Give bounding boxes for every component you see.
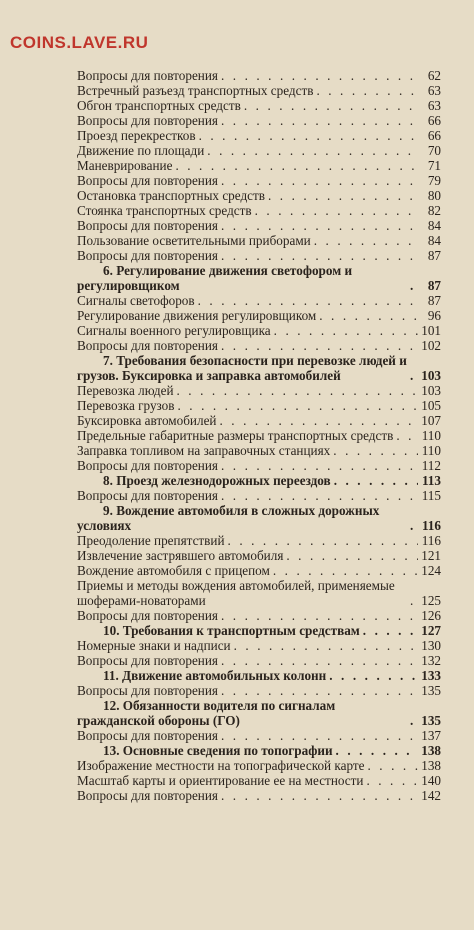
toc-entry-title: 7. Требования безопасности при перевозке людей и грузов. Буксировка и заправка автомобилей <box>77 353 407 383</box>
toc-entry-title: Вопросы для повторения <box>77 488 218 503</box>
toc-heading <box>77 263 441 293</box>
toc-leader-dots <box>221 608 418 623</box>
toc-entry <box>77 113 441 128</box>
toc-leader-dots <box>178 398 419 413</box>
toc-page-number: 140 <box>421 773 441 788</box>
toc-page-number: 112 <box>421 458 441 473</box>
toc-leader-dots <box>336 743 418 758</box>
toc-leader-dots <box>329 668 418 683</box>
toc-leader-dots <box>221 173 418 188</box>
toc-page-number: 133 <box>421 668 441 683</box>
toc-entry-title: Регулирование движения регулировщиком <box>77 308 317 323</box>
toc-heading <box>77 473 441 488</box>
toc-page-number: 63 <box>427 98 441 113</box>
toc-entry <box>77 398 441 413</box>
toc-page-number: 82 <box>427 203 441 218</box>
toc-page-number: 87 <box>427 248 441 263</box>
toc-entry-title: Вопросы для повторения <box>77 218 218 233</box>
toc-entry <box>77 158 441 173</box>
toc-page-number: 124 <box>421 563 441 578</box>
toc-entry <box>77 758 441 773</box>
toc-leader-dots <box>207 143 418 158</box>
toc-entry <box>77 143 441 158</box>
toc-entry-title: 8. Проезд железнодорожных переездов <box>103 473 331 488</box>
toc-page-number: 66 <box>427 128 441 143</box>
toc-leader-dots <box>234 638 418 653</box>
toc-entry-title: Приемы и методы вождения автомобилей, применяемые шоферами-новаторами <box>77 578 395 608</box>
toc-entry-title: Вопросы для повторения <box>77 248 218 263</box>
toc-entry-title: Вопросы для повторения <box>77 338 218 353</box>
toc-leader-dots <box>221 728 418 743</box>
toc-page-number: 116 <box>421 533 441 548</box>
toc-heading <box>77 668 441 683</box>
toc-entry-title: 9. Вождение автомобиля в сложных дорожных условиях <box>77 503 380 533</box>
toc-leader-dots <box>410 518 418 533</box>
toc-leader-dots <box>274 323 418 338</box>
toc-entry <box>77 488 441 503</box>
toc-entry <box>77 683 441 698</box>
toc-page-number: 142 <box>421 788 441 803</box>
toc-page-number: 96 <box>427 308 441 323</box>
toc-leader-dots <box>363 623 418 638</box>
toc-leader-dots <box>228 533 418 548</box>
toc-leader-dots <box>221 653 418 668</box>
toc-entry <box>77 203 441 218</box>
toc-page-number: 62 <box>427 68 441 83</box>
toc-leader-dots <box>396 428 418 443</box>
toc-entry <box>77 98 441 113</box>
toc-entry-title: Сигналы светофоров <box>77 293 195 308</box>
toc-heading <box>77 623 441 638</box>
toc-leader-dots <box>273 563 418 578</box>
toc-leader-dots <box>221 338 418 353</box>
toc-leader-dots <box>410 368 418 383</box>
toc-entry <box>77 68 441 83</box>
toc-leader-dots <box>410 593 418 608</box>
toc-page-number: 107 <box>421 413 441 428</box>
toc-entry <box>77 563 441 578</box>
toc-leader-dots <box>314 233 418 248</box>
toc-page-number: 127 <box>421 623 441 638</box>
toc-leader-dots <box>316 83 418 98</box>
toc-leader-dots <box>221 458 418 473</box>
toc-leader-dots <box>334 473 418 488</box>
toc-entry <box>77 293 441 308</box>
toc-page-number: 138 <box>421 758 441 773</box>
toc-entry <box>77 788 441 803</box>
toc-page-number: 87 <box>427 278 441 293</box>
toc-entry-title: Вопросы для повторения <box>77 173 218 188</box>
toc-entry <box>77 728 441 743</box>
toc-entry-title: Заправка топливом на заправочных станциях <box>77 443 331 458</box>
toc-entry <box>77 323 441 338</box>
toc-entry <box>77 443 441 458</box>
toc-page-number: 102 <box>421 338 441 353</box>
toc-leader-dots <box>221 68 418 83</box>
toc-leader-dots <box>410 278 418 293</box>
toc-entry-title: 10. Требования к транспортным средствам <box>103 623 360 638</box>
toc-page-number: 79 <box>427 173 441 188</box>
toc-leader-dots <box>286 548 418 563</box>
toc-entry-title: Вопросы для повторения <box>77 608 218 623</box>
toc-page-number: 80 <box>427 188 441 203</box>
toc-entry-title: Извлечение застрявшего автомобиля <box>77 548 284 563</box>
toc-entry-title: Масштаб карты и ориентирование ее на местности <box>77 773 364 788</box>
toc-page-number: 84 <box>427 233 441 248</box>
toc-entry-title: Вождение автомобиля с прицепом <box>77 563 270 578</box>
toc-entry-title: Вопросы для повторения <box>77 653 218 668</box>
toc-page-number: 66 <box>427 113 441 128</box>
toc-heading <box>77 503 441 533</box>
toc-page-number: 101 <box>421 323 441 338</box>
toc-leader-dots <box>221 683 418 698</box>
toc-entry <box>77 308 441 323</box>
toc-entry-title: Вопросы для повторения <box>77 728 218 743</box>
toc-entry-title: Вопросы для повторения <box>77 458 218 473</box>
toc-entry-title: Вопросы для повторения <box>77 683 218 698</box>
toc-leader-dots <box>221 788 418 803</box>
toc-page-number: 84 <box>427 218 441 233</box>
toc-page-number: 105 <box>421 398 441 413</box>
toc-page-number: 132 <box>421 653 441 668</box>
toc-entry <box>77 383 441 398</box>
watermark: COINS.LAVE.RU <box>10 33 149 52</box>
toc-entry-title: Буксировка автомобилей <box>77 413 217 428</box>
toc-entry <box>77 338 441 353</box>
toc-page-number: 135 <box>421 683 441 698</box>
toc-page-number: 125 <box>421 593 441 608</box>
toc-leader-dots <box>199 128 418 143</box>
toc-entry-title: Перевозка грузов <box>77 398 175 413</box>
toc-entry-title: Предельные габаритные размеры транспортных средств <box>77 428 394 443</box>
toc-page-number: 70 <box>427 143 441 158</box>
toc-entry <box>77 638 441 653</box>
toc-entry-title: Преодоление препятствий <box>77 533 225 548</box>
toc-page-number: 113 <box>421 473 441 488</box>
toc-page-number: 116 <box>421 518 441 533</box>
toc-entry <box>77 608 441 623</box>
toc-leader-dots <box>244 98 418 113</box>
toc-leader-dots <box>319 308 418 323</box>
toc-entry <box>77 533 441 548</box>
toc-entry-title: Движение по площади <box>77 143 205 158</box>
toc-entry-title: Проезд перекрестков <box>77 128 196 143</box>
toc-leader-dots <box>219 413 418 428</box>
toc-page-number: 71 <box>427 158 441 173</box>
toc-entry-title: Вопросы для повторения <box>77 68 218 83</box>
toc-leader-dots <box>177 383 418 398</box>
toc-entry <box>77 548 441 563</box>
toc-entry <box>77 128 441 143</box>
table-of-contents <box>77 68 441 803</box>
toc-page-number: 126 <box>421 608 441 623</box>
toc-entry-title: 11. Движение автомобильных колонн <box>103 668 327 683</box>
toc-leader-dots <box>410 713 418 728</box>
toc-leader-dots <box>221 218 418 233</box>
toc-entry-title: Обгон транспортных средств <box>77 98 241 113</box>
toc-page-number: 115 <box>421 488 441 503</box>
toc-page-number: 110 <box>421 428 441 443</box>
toc-entry-title: Перевозка людей <box>77 383 174 398</box>
toc-page-number: 130 <box>421 638 441 653</box>
toc-page-number: 63 <box>427 83 441 98</box>
toc-entry-title: Стоянка транспортных средств <box>77 203 252 218</box>
toc-entry-title: 6. Регулирование движения светофором и регулировщиком <box>77 263 353 293</box>
toc-entry-title: 13. Основные сведения по топографии <box>103 743 333 758</box>
toc-heading <box>77 698 441 728</box>
toc-entry-title: Сигналы военного регулировщика <box>77 323 271 338</box>
toc-leader-dots <box>221 113 418 128</box>
toc-entry <box>77 578 441 608</box>
toc-leader-dots <box>221 248 418 263</box>
toc-entry <box>77 653 441 668</box>
toc-page-number: 135 <box>421 713 441 728</box>
toc-leader-dots <box>268 188 418 203</box>
toc-entry-title: Маневрирование <box>77 158 173 173</box>
toc-page-number: 137 <box>421 728 441 743</box>
toc-entry <box>77 248 441 263</box>
toc-entry-title: Пользование осветительными приборами <box>77 233 311 248</box>
toc-entry-title: Изображение местности на топографической карте <box>77 758 365 773</box>
toc-entry-title: Остановка транспортных средств <box>77 188 265 203</box>
toc-page-number: 110 <box>421 443 441 458</box>
toc-entry-title: Встречный разъезд транспортных средств <box>77 83 314 98</box>
toc-page-number: 103 <box>421 368 441 383</box>
toc-entry <box>77 428 441 443</box>
toc-leader-dots <box>368 758 418 773</box>
toc-page-number: 121 <box>421 548 441 563</box>
toc-entry <box>77 173 441 188</box>
toc-entry <box>77 188 441 203</box>
toc-heading <box>77 353 441 383</box>
toc-entry-title: 12. Обязанности водителя по сигналам гражданской обороны (ГО) <box>77 698 336 728</box>
toc-entry-title: Номерные знаки и надписи <box>77 638 231 653</box>
toc-page-number: 103 <box>421 383 441 398</box>
toc-leader-dots <box>221 488 418 503</box>
toc-leader-dots <box>175 158 418 173</box>
toc-page-number: 87 <box>427 293 441 308</box>
toc-leader-dots <box>198 293 418 308</box>
toc-leader-dots <box>333 443 418 458</box>
toc-page-number: 138 <box>421 743 441 758</box>
toc-entry-title: Вопросы для повторения <box>77 788 218 803</box>
toc-entry <box>77 83 441 98</box>
toc-leader-dots <box>366 773 418 788</box>
toc-heading <box>77 743 441 758</box>
toc-entry <box>77 218 441 233</box>
toc-entry <box>77 413 441 428</box>
toc-entry-title: Вопросы для повторения <box>77 113 218 128</box>
toc-entry <box>77 233 441 248</box>
toc-entry <box>77 458 441 473</box>
toc-leader-dots <box>255 203 418 218</box>
toc-entry <box>77 773 441 788</box>
